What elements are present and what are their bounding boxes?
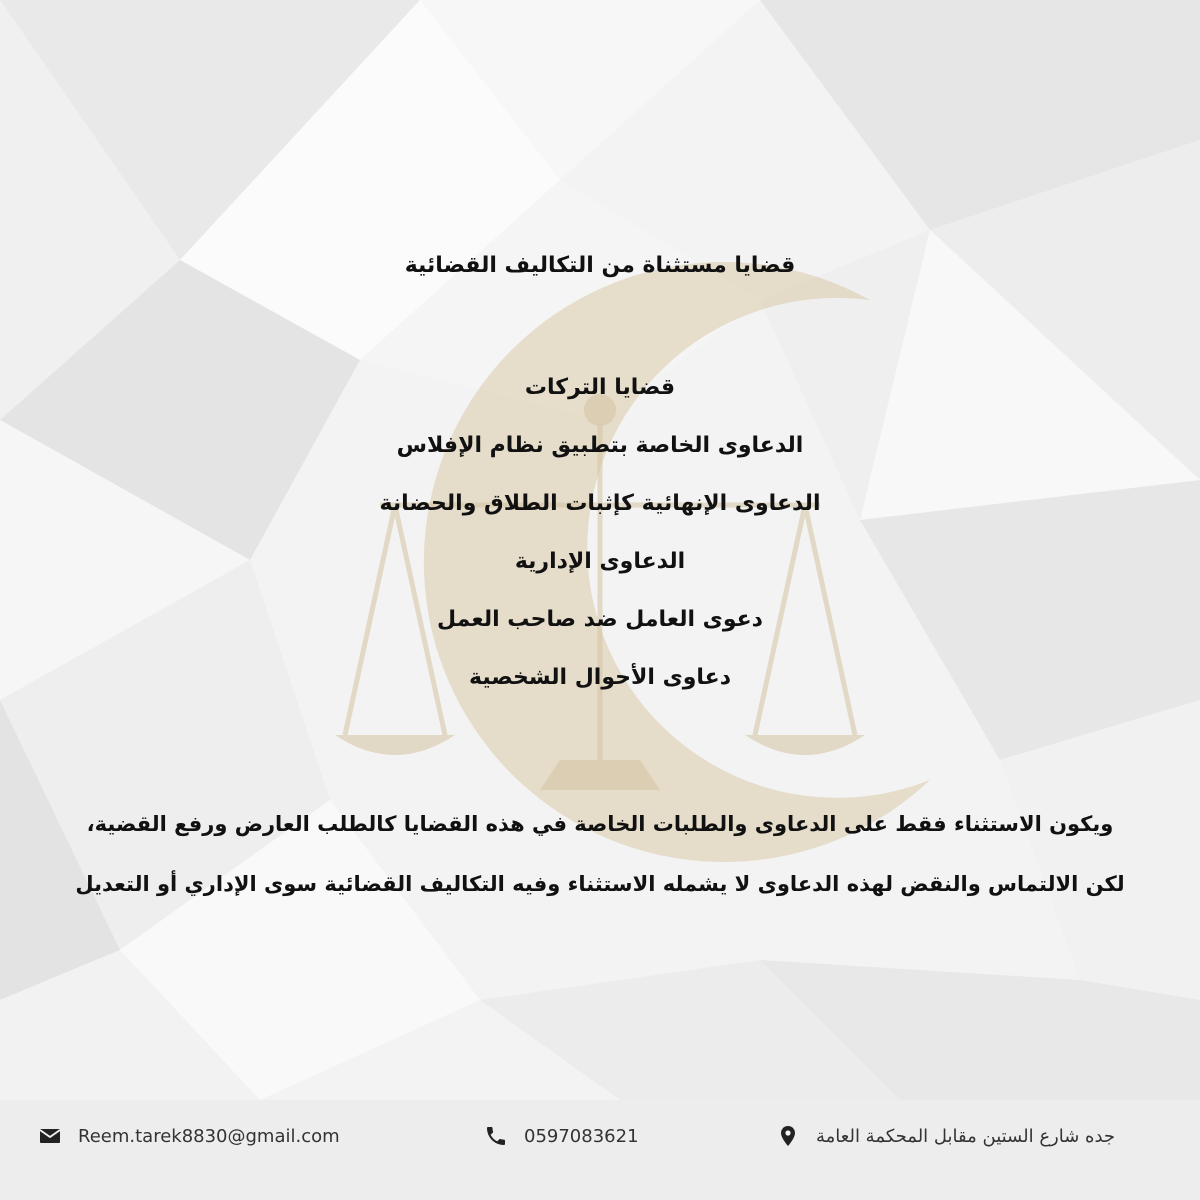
exempt-cases-list	[0, 370, 1200, 718]
email-contact[interactable]	[38, 1114, 340, 1158]
note-line-1: ويكون الاستثناء فقط على الدعاوى والطلبات الخاصة في هذه القضايا كالطلب العارض ورفع القضية،	[86, 812, 1114, 836]
list-item: الدعاوى الخاصة بتطبيق نظام الإفلاس	[396, 433, 804, 458]
note-line-2: لكن الالتماس والنقض لهذه الدعاوى لا يشمله الاستثناء وفيه التكاليف القضائية سوى الإداري أو التعديل	[75, 872, 1125, 896]
page-title: قضايا مستثناة من التكاليف القضائية	[404, 253, 796, 278]
list-item: الدعاوى الإدارية	[514, 549, 686, 574]
address-text: جده شارع الستين مقابل المحكمة العامة	[816, 1125, 1116, 1147]
list-item: الدعاوى الإنهائية كإثبات الطلاق والحضانة	[379, 491, 821, 516]
location-pin-icon	[776, 1124, 800, 1148]
contact-footer	[0, 1114, 1200, 1158]
email-text: Reem.tarek8830@gmail.com	[78, 1125, 340, 1147]
list-item: دعاوى الأحوال الشخصية	[469, 665, 731, 690]
address-contact[interactable]	[776, 1114, 1115, 1158]
phone-icon	[484, 1124, 508, 1148]
mail-icon	[38, 1124, 62, 1148]
phone-text: 0597083621	[524, 1125, 639, 1147]
list-item: دعوى العامل ضد صاحب العمل	[437, 607, 763, 632]
list-item: قضايا التركات	[524, 375, 676, 400]
phone-contact[interactable]	[484, 1114, 639, 1158]
exemption-note	[40, 806, 1160, 926]
